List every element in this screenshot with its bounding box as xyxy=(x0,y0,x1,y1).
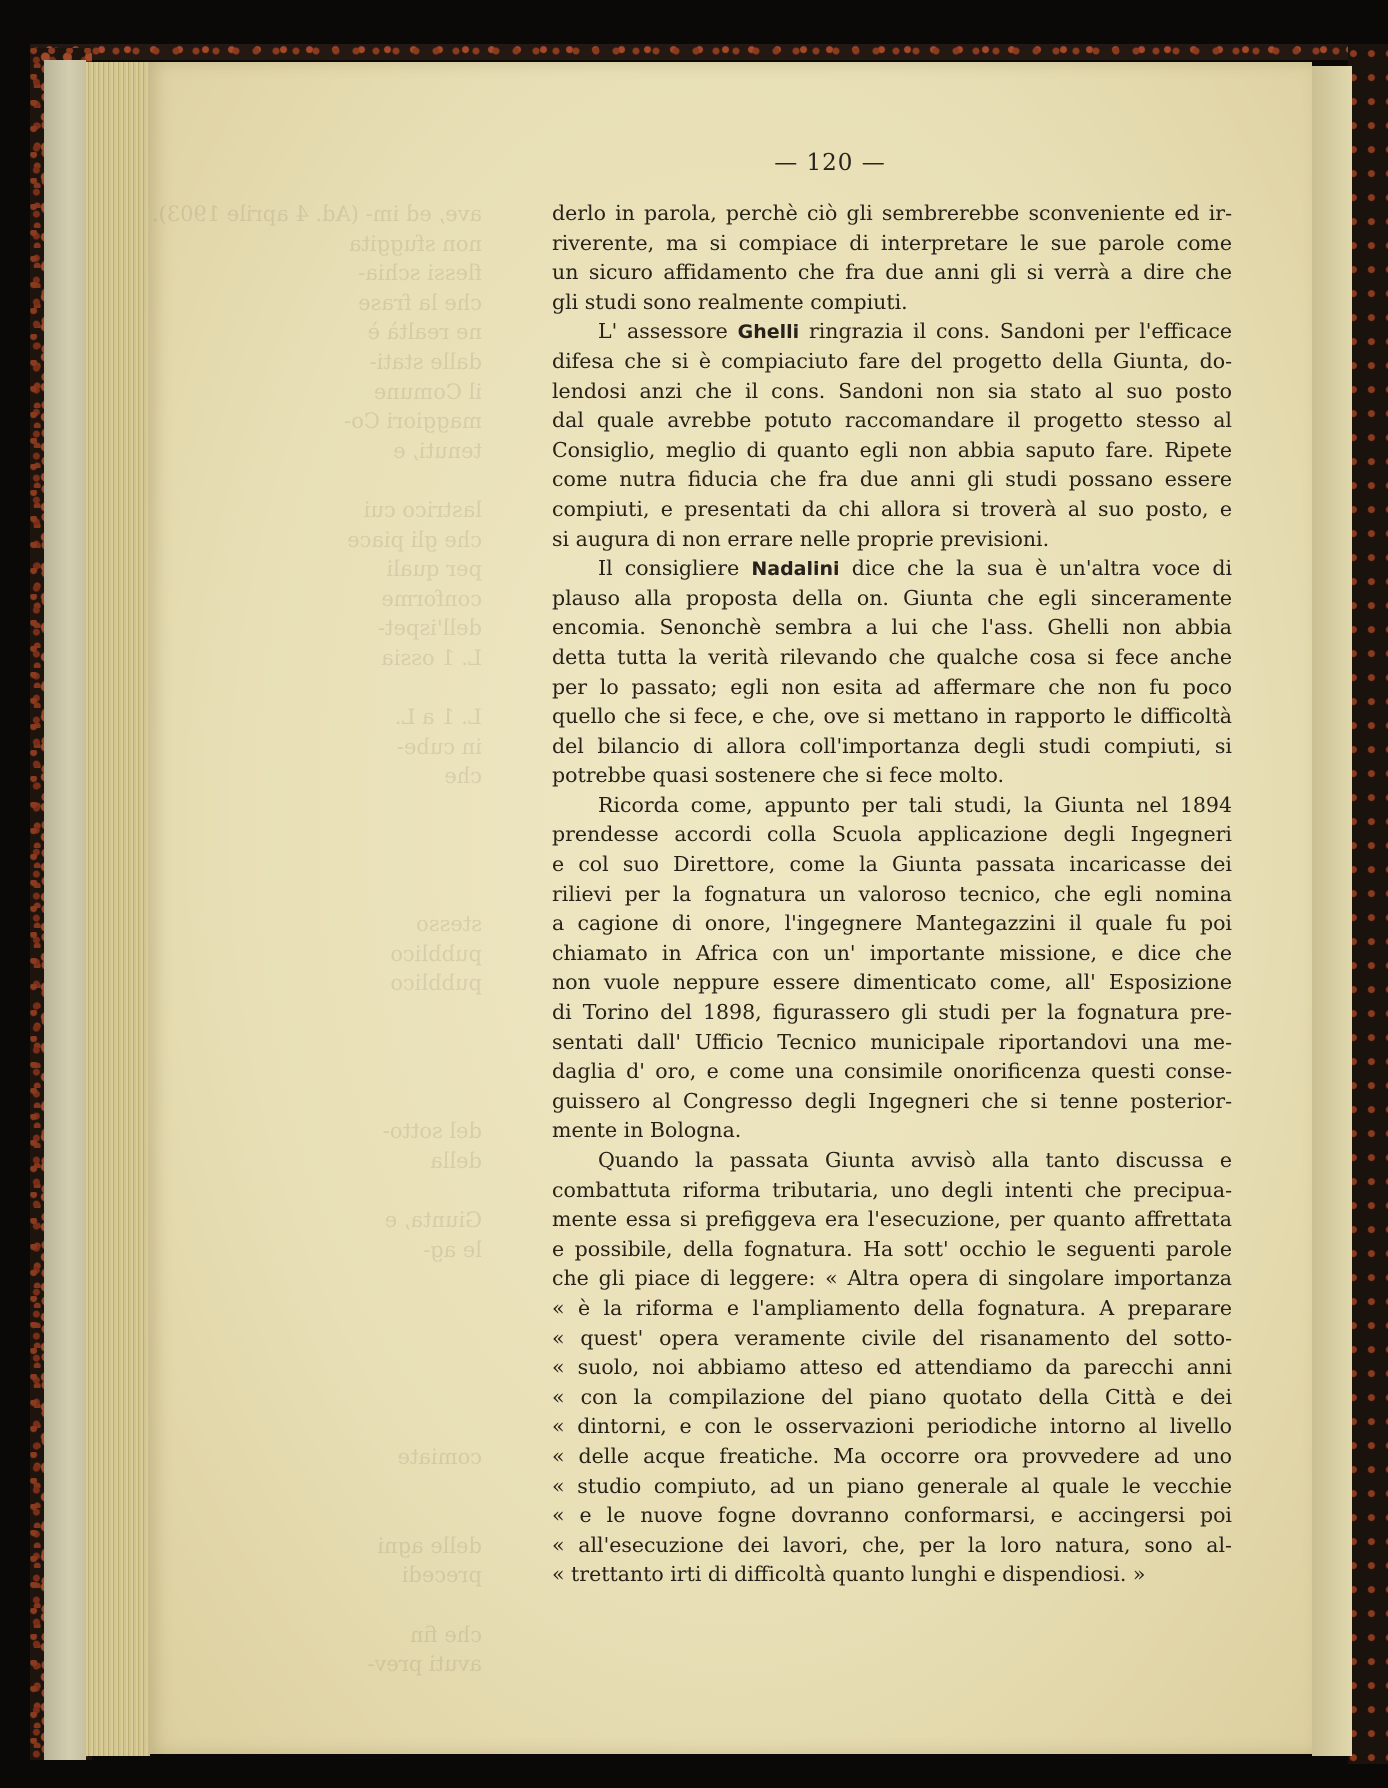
text-line xyxy=(552,1235,1232,1265)
text-run: Ricorda come, appunto per tali studi, la Giunta nel 1894 xyxy=(598,792,1232,817)
bleed-line: avuti prev- xyxy=(367,1652,482,1677)
text-line xyxy=(552,258,1232,288)
text-run: mente in Bologna. xyxy=(552,1118,742,1143)
bleed-line: stesso xyxy=(416,912,482,937)
text-run: un sicuro affidamento che fra due anni gli si verrà a dire che xyxy=(552,260,1232,285)
bleed-line xyxy=(232,1384,482,1414)
text-line xyxy=(552,1442,1232,1472)
text-run: « dintorni, e con le osservazioni periodiche intorno al livello xyxy=(552,1414,1232,1439)
endpaper xyxy=(44,60,86,1760)
text-run: di Torino del 1898, figurassero gli studi per la fognatura pre- xyxy=(552,1000,1232,1025)
text-run: mente essa si prefiggeva era l'esecuzione, per quanto affrettata xyxy=(552,1207,1232,1232)
text-run: derlo in parola, perchè ciò gli sembrerebbe sconveniente ed ir- xyxy=(552,201,1232,225)
bleed-line: che xyxy=(444,764,482,789)
text-run: per lo passato; egli non esita ad affermare che non fu poco xyxy=(552,674,1232,699)
speaker-name: Ghelli xyxy=(737,321,800,344)
bleed-line: le ag- xyxy=(423,1237,482,1262)
text-run: riverente, ma si compiace di interpretare le sue parole come xyxy=(552,230,1232,255)
bleed-line: non sfuggita xyxy=(348,231,482,256)
text-line xyxy=(552,880,1232,910)
text-line xyxy=(552,436,1232,466)
bleed-line xyxy=(232,999,482,1029)
page-edges xyxy=(86,62,150,1756)
text-run: e possibile, della fognatura. Ha sott' occhio le seguenti parole xyxy=(552,1236,1232,1261)
bleed-line xyxy=(232,881,482,911)
text-line xyxy=(552,495,1232,525)
text-line xyxy=(552,1531,1232,1561)
text-line xyxy=(552,347,1232,377)
text-run: « con la compilazione del piano quotato della Città e dei xyxy=(552,1384,1232,1409)
text-line xyxy=(552,791,1232,821)
text-line xyxy=(552,761,1232,791)
bleed-line: lastrico cui xyxy=(363,497,482,522)
text-run: sentati dall' Ufficio Tecnico municipale riportandovi una me- xyxy=(552,1029,1232,1054)
bleed-line: L. 1 a L. xyxy=(394,705,482,730)
text-line xyxy=(552,1412,1232,1442)
text-run: potrebbe quasi sostenere che si fece molto. xyxy=(552,763,1005,788)
text-run: « quest' opera veramente civile del risanamento del sotto- xyxy=(552,1325,1232,1350)
text-line xyxy=(552,1176,1232,1206)
body-text xyxy=(552,199,1232,1590)
bleed-line: tenuti, e xyxy=(393,438,482,463)
text-run: si augura di non errare nelle proprie previsioni. xyxy=(552,526,1050,551)
speaker-name: Nadalini xyxy=(751,558,840,581)
text-run: prendesse accordi colla Scuola applicazione degli Ingegneri xyxy=(552,822,1232,847)
text-run: compiuti, e presentati da chi allora si troverà al suo posto, e xyxy=(552,496,1232,521)
text-run: che gli piace di leggere: « Altra opera di singolare importanza xyxy=(552,1266,1232,1291)
marbled-cover-right xyxy=(1348,44,1388,1764)
bleed-line xyxy=(232,851,482,881)
bleed-line: conforme xyxy=(381,586,482,611)
bleed-line xyxy=(232,1354,482,1384)
bleed-line: che gli piace xyxy=(347,527,482,552)
bleed-line: ave, ed im- (Ad. 4 aprile 1903). xyxy=(151,202,482,226)
bleed-line xyxy=(232,1088,482,1118)
text-line xyxy=(552,465,1232,495)
text-run: e col suo Direttore, come la Giunta passata incaricasse dei xyxy=(552,852,1232,877)
text-run: L' assessore xyxy=(598,319,738,344)
bleed-line xyxy=(232,1295,482,1325)
text-line xyxy=(552,317,1232,347)
text-line xyxy=(552,1087,1232,1117)
text-line xyxy=(552,584,1232,614)
text-run: daglia d' oro, e come una consimile onorificenza questi conse- xyxy=(552,1059,1232,1084)
page-number: — 120 — xyxy=(774,150,886,176)
text-run: « trettanto irti di difficoltà quanto lunghi e dispendiosi. » xyxy=(552,1562,1146,1587)
text-line xyxy=(552,1146,1232,1176)
text-line xyxy=(552,998,1232,1028)
bleed-line: precedi xyxy=(401,1563,482,1588)
text-line xyxy=(552,702,1232,732)
text-line xyxy=(552,1205,1232,1235)
text-run: guissero al Congresso degli Ingegneri che si tenne posterior- xyxy=(552,1088,1232,1113)
bleed-line: il Comune xyxy=(373,379,482,404)
text-line xyxy=(552,1028,1232,1058)
text-line xyxy=(552,1264,1232,1294)
bleed-line: pubblico xyxy=(390,941,482,966)
next-page-edge xyxy=(1312,66,1352,1756)
bleed-line xyxy=(232,1473,482,1503)
text-run: come nutra fiducia che fra due anni gli studi possano essere xyxy=(552,467,1232,492)
text-run: Quando la passata Giunta avvisò alla tanto discussa e xyxy=(598,1148,1232,1172)
text-line xyxy=(552,229,1232,259)
bleed-line xyxy=(232,792,482,822)
bleed-line: che fin xyxy=(410,1622,482,1647)
bleed-through-text xyxy=(151,200,482,1677)
text-line xyxy=(552,1294,1232,1324)
bleed-line xyxy=(232,466,482,496)
text-run: « studio compiuto, ad un piano generale al quale le vecchie xyxy=(552,1473,1232,1498)
bleed-line xyxy=(232,1325,482,1355)
bleed-line: in cube- xyxy=(396,734,482,759)
marbled-cover-top xyxy=(30,44,1360,60)
bleed-line xyxy=(232,1058,482,1088)
text-line xyxy=(552,673,1232,703)
bleed-line xyxy=(232,1413,482,1443)
text-run: combattuta riforma tributaria, uno degli intenti che precipua- xyxy=(552,1177,1232,1202)
text-line xyxy=(552,199,1232,229)
bleed-line: della xyxy=(430,1149,482,1173)
text-run: quello che si fece, e che, ove si mettano in rapporto le difficoltà xyxy=(552,704,1232,729)
text-line xyxy=(552,1472,1232,1502)
bleed-line: per quali xyxy=(386,557,482,582)
text-run: chiamato in Africa con un' importante missione, e dice che xyxy=(552,940,1232,965)
bleed-line: flessi schia- xyxy=(358,261,482,286)
bleed-line: delle agni xyxy=(377,1533,482,1558)
text-run: encomia. Senonchè sembra a lui che l'ass. Ghelli non abbia xyxy=(552,615,1232,640)
text-run: plauso alla proposta della on. Giunta che egli sinceramente xyxy=(552,585,1232,610)
bleed-line: Giunta, e xyxy=(384,1208,482,1233)
bleed-line xyxy=(232,1502,482,1532)
text-run: « delle acque freatiche. Ma occorre ora provvedere ad uno xyxy=(552,1443,1232,1468)
text-run: « suolo, noi abbiamo atteso ed attendiamo da parecchi anni xyxy=(552,1355,1232,1380)
bleed-line xyxy=(232,1591,482,1621)
bleed-line xyxy=(232,1029,482,1059)
text-line xyxy=(552,850,1232,880)
text-run: lendosi anzi che il cons. Sandoni non sia stato al suo posto xyxy=(552,378,1232,403)
text-line xyxy=(552,613,1232,643)
text-line xyxy=(552,1057,1232,1087)
text-line xyxy=(552,288,1232,318)
text-line xyxy=(552,1383,1232,1413)
bleed-line: comiate xyxy=(397,1444,482,1469)
text-run: ringrazia il cons. Sandoni per l'efficace xyxy=(799,319,1232,344)
text-run: « è la riforma e l'ampliamento della fognatura. A preparare xyxy=(552,1295,1232,1320)
bleed-line: dalle stati- xyxy=(369,349,482,374)
text-line xyxy=(552,1501,1232,1531)
text-run: detta tutta la verità rilevando che qualche cosa si fece anche xyxy=(552,644,1232,669)
bleed-line: dell'ispet- xyxy=(378,616,482,641)
text-run: del bilancio di allora coll'importanza degli studi compiuti, si xyxy=(552,733,1232,758)
text-line xyxy=(552,406,1232,436)
text-line xyxy=(552,732,1232,762)
text-line xyxy=(552,377,1232,407)
text-line xyxy=(552,1560,1232,1590)
text-line xyxy=(552,820,1232,850)
bleed-line: L. 1 ossia xyxy=(381,645,482,670)
bleed-line: che la frase xyxy=(358,290,482,315)
text-run: dice che la sua è un'altra voce di xyxy=(839,556,1233,581)
text-line xyxy=(552,1116,1232,1146)
bleed-line: ne realtà è xyxy=(367,320,482,345)
text-run: Consiglio, meglio di quanto egli non abbia saputo fare. Ripete xyxy=(552,437,1232,462)
text-line xyxy=(552,554,1232,584)
text-run: « all'esecuzione dei lavori, che, per la loro natura, sono al- xyxy=(552,1532,1232,1557)
bleed-line: del sotto- xyxy=(382,1119,482,1144)
text-line xyxy=(552,968,1232,998)
bleed-line: pubblico xyxy=(390,971,482,996)
text-line xyxy=(552,939,1232,969)
text-line xyxy=(552,1324,1232,1354)
bleed-line xyxy=(232,674,482,704)
text-run: gli studi sono realmente compiuti. xyxy=(552,289,908,314)
text-line xyxy=(552,525,1232,555)
text-line xyxy=(552,1353,1232,1383)
bleed-line xyxy=(232,1265,482,1295)
text-run: non vuole neppure essere dimenticato come, all' Esposizione xyxy=(552,970,1232,995)
bleed-line xyxy=(232,1177,482,1207)
text-line xyxy=(552,909,1232,939)
bleed-line xyxy=(232,821,482,851)
text-run: a cagione di onore, l'ingegnere Mantegazzini il quale fu poi xyxy=(552,911,1232,936)
text-line xyxy=(552,643,1232,673)
bleed-line: maggiori Co- xyxy=(344,409,482,434)
text-run: rilievi per la fognatura un valoroso tecnico, che egli nomina xyxy=(552,881,1232,906)
text-run: dal quale avrebbe potuto raccomandare il progetto stesso al xyxy=(552,408,1232,433)
text-run: difesa che si è compiaciuto fare del progetto della Giunta, do- xyxy=(552,348,1232,373)
text-run: « e le nuove fogne dovranno conformarsi, e accingersi poi xyxy=(552,1503,1232,1528)
text-run: Il consigliere xyxy=(598,556,752,581)
